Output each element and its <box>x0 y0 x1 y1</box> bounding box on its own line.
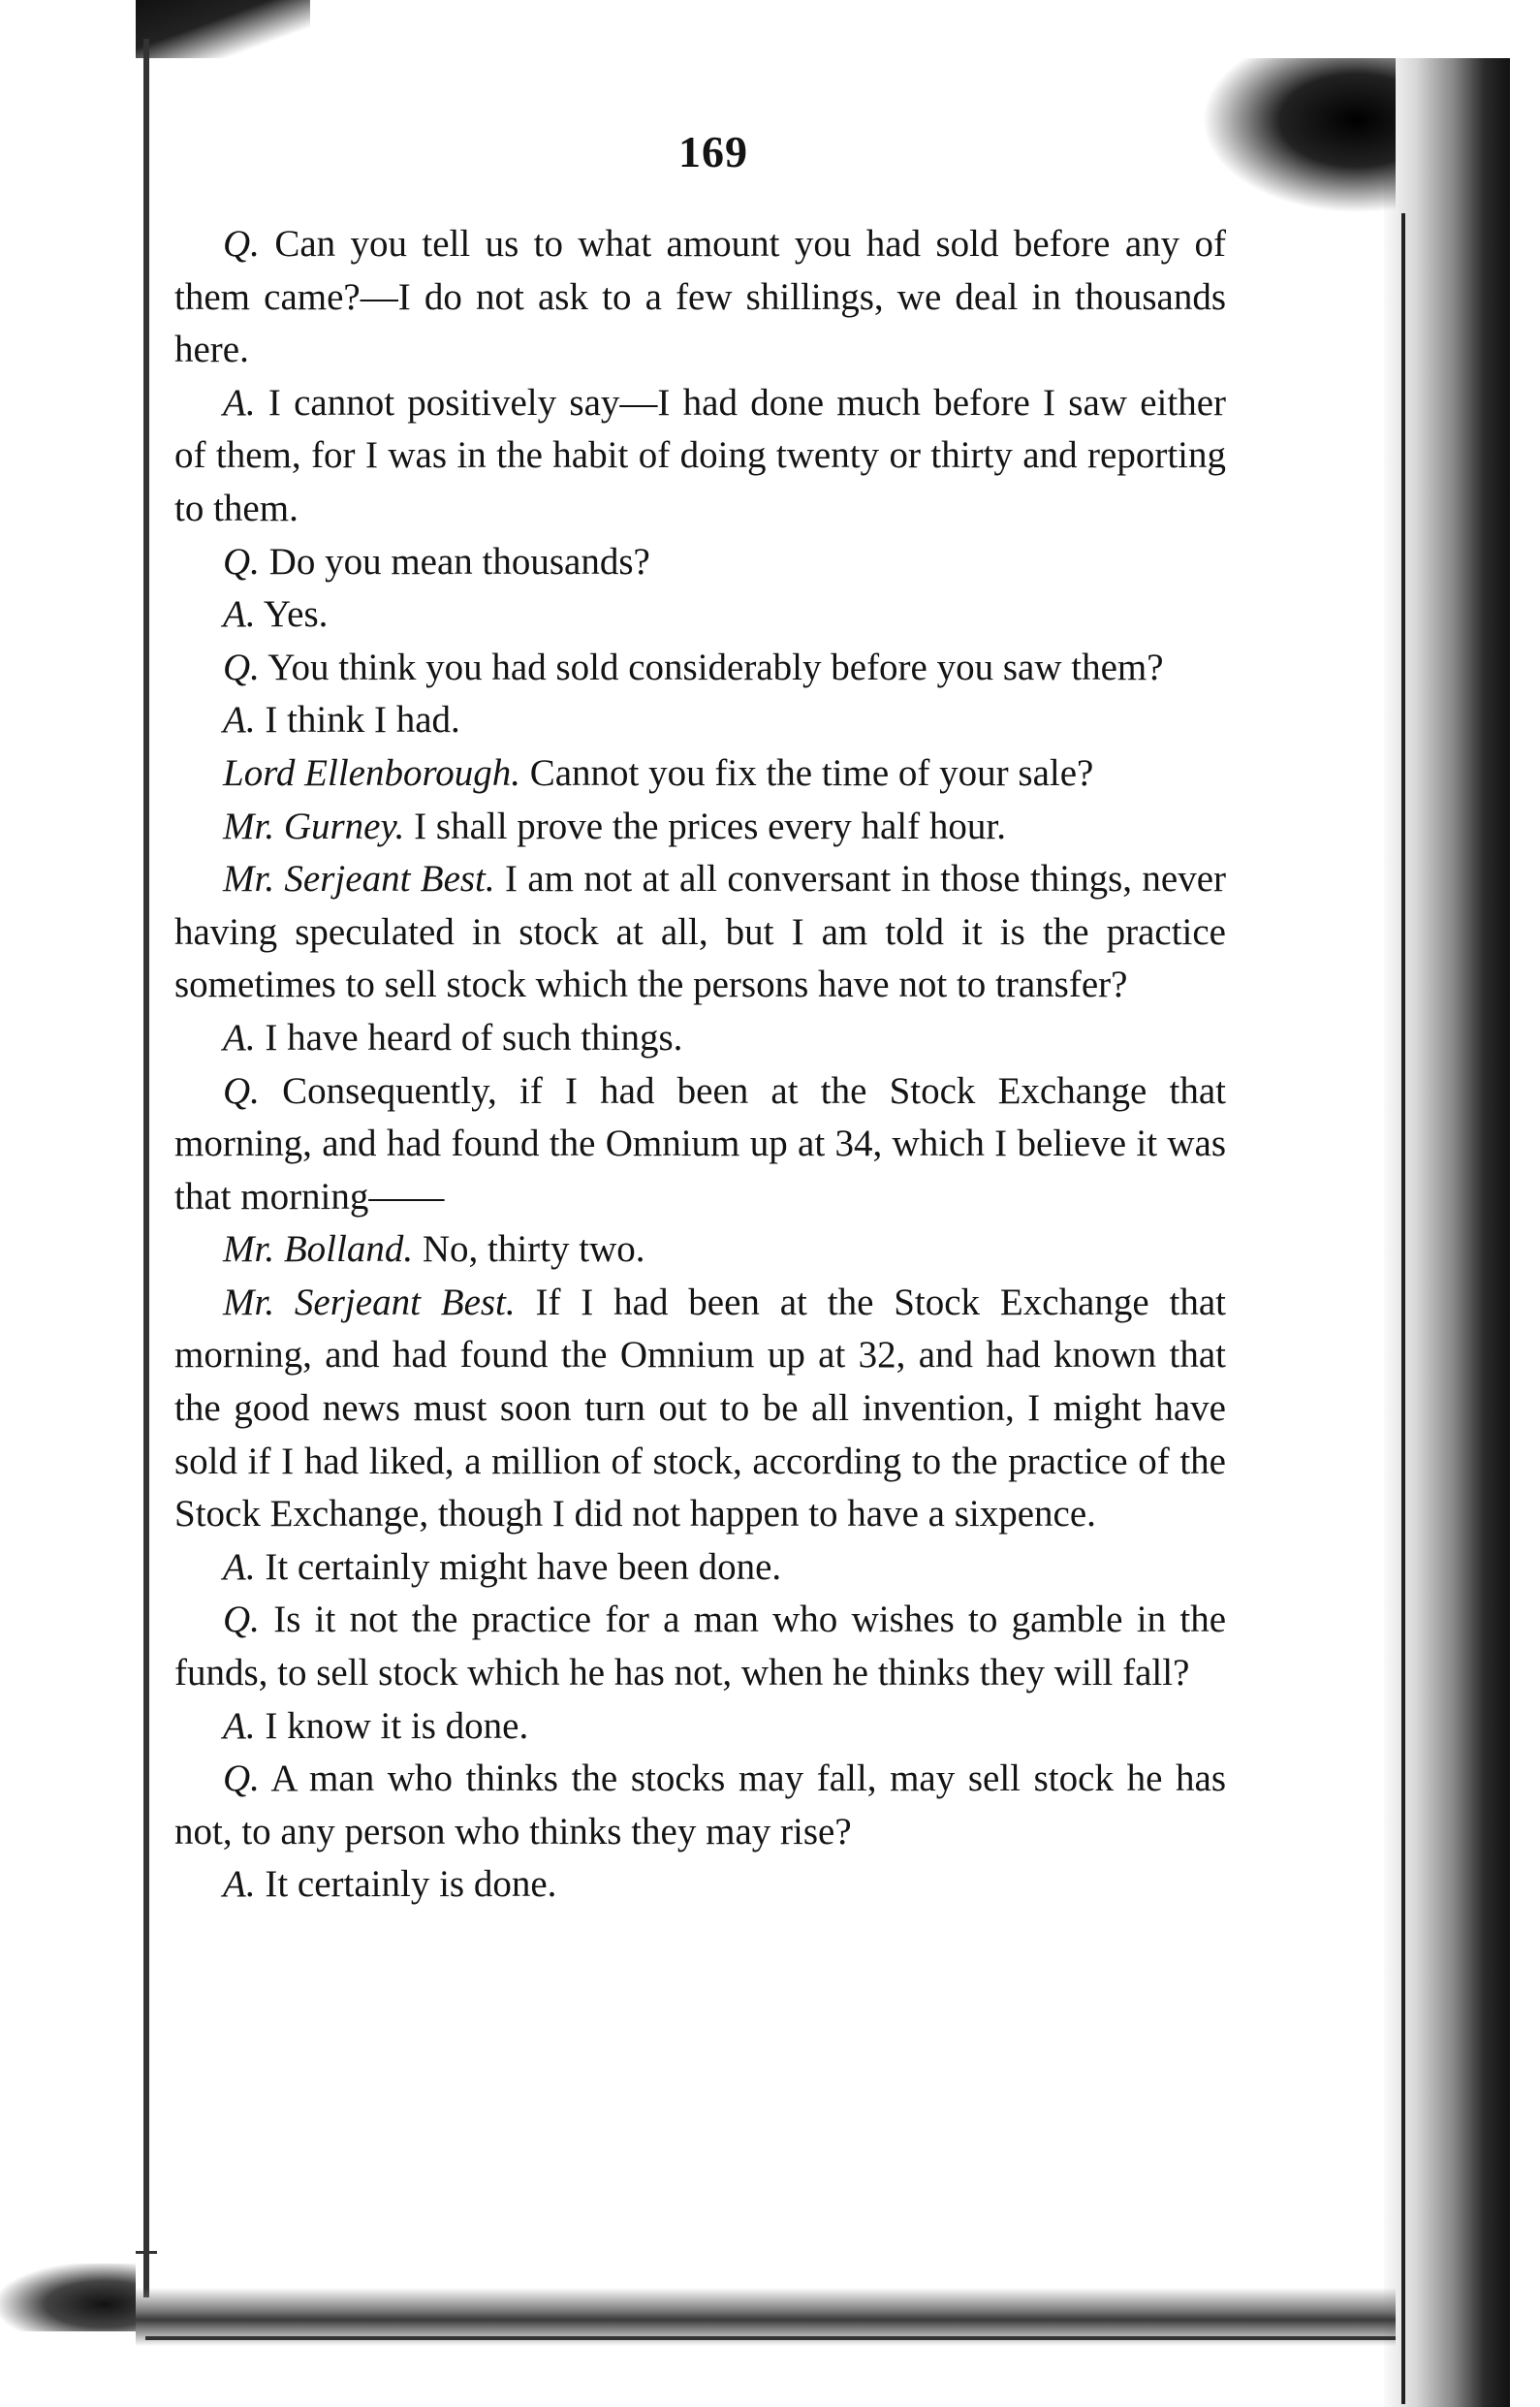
page-bottom-edge <box>145 2336 1396 2340</box>
paragraph <box>174 801 1226 854</box>
speaker-label: A. <box>223 593 256 636</box>
paragraph <box>174 1065 1226 1224</box>
paragraph-text: I know it is done. <box>265 1704 529 1747</box>
paragraph <box>174 1012 1226 1065</box>
paragraph-text: I cannot positively say—I had done much before I saw either of them, for I was in the habit of doing twenty or thirty and reporting to them. <box>174 381 1226 529</box>
paragraph-text: Is it not the practice for a man who wishes to gamble in the funds, to sell stock which he has not, when he thinks they will fall? <box>174 1599 1227 1694</box>
speaker-label: Lord Ellenborough. <box>223 751 520 794</box>
speaker-label: Mr. Bolland. <box>223 1228 414 1271</box>
paragraph-text: If I had been at the Stock Exchange that morning, and had found the Omnium up at 32, and had known that the good news must soon turn out to be all invention, I might have sold if I had liked, a million of stock, according to the practice of the Stock Exchange, though I did not happen to have a sixpence. <box>174 1281 1226 1536</box>
paragraph <box>174 1223 1226 1277</box>
page-right-edge <box>1401 213 1405 2404</box>
speaker-label: A. <box>223 1863 256 1906</box>
speaker-label: Q. <box>223 540 260 583</box>
paragraph <box>174 747 1226 801</box>
scan-shadow-top-right <box>1202 58 1396 213</box>
paragraph-text: A man who thinks the stocks may fall, may sell stock he has not, to any person who thinks they may rise? <box>174 1758 1226 1853</box>
paragraph <box>174 853 1226 1012</box>
speaker-label: A. <box>223 1016 256 1059</box>
speaker-label: Mr. Gurney. <box>223 805 405 847</box>
paragraph <box>174 1700 1226 1754</box>
paragraph-text: I shall prove the prices every half hour. <box>414 805 1006 847</box>
paragraph-text: It certainly is done. <box>265 1863 557 1906</box>
page-number: 169 <box>678 127 748 176</box>
margin-mark <box>136 2251 157 2254</box>
paragraph-text: I think I had. <box>265 699 460 742</box>
paragraph-text: Consequently, if I had been at the Stock Exchange that morning, and had found the Omnium up at 34, which I believe it was that morning—— <box>174 1069 1226 1218</box>
paragraph-text: It certainly might have been done. <box>265 1545 782 1588</box>
transcript-text <box>174 218 1226 1912</box>
paragraph-text: I have heard of such things. <box>265 1016 683 1059</box>
speaker-label: A. <box>223 1545 256 1588</box>
speaker-label: Mr. Serjeant Best. <box>223 1281 516 1323</box>
paragraph <box>174 1277 1226 1541</box>
paragraph <box>174 218 1226 377</box>
paragraph <box>174 694 1226 747</box>
paragraph-text: Yes. <box>263 593 329 636</box>
paragraph <box>174 1541 1226 1595</box>
speaker-label: Q. <box>223 646 260 688</box>
speaker-label: A. <box>223 699 256 742</box>
paragraph <box>174 377 1226 536</box>
speaker-label: Mr. Serjeant Best. <box>223 858 495 901</box>
speaker-label: A. <box>223 1704 256 1747</box>
paragraph <box>174 588 1226 642</box>
speaker-label: Q. <box>223 1758 260 1800</box>
speaker-label: Q. <box>223 223 260 265</box>
paragraph-text: You think you had sold considerably before you saw them? <box>267 646 1164 688</box>
paragraph <box>174 536 1226 589</box>
speaker-label: Q. <box>223 1069 260 1112</box>
paragraph-text: No, thirty two. <box>422 1228 645 1271</box>
paragraph <box>174 1753 1226 1858</box>
paragraph <box>174 642 1226 695</box>
paragraph-text: Do you mean thousands? <box>268 540 650 583</box>
paragraph <box>174 1594 1226 1699</box>
paragraph-text: Can you tell us to what amount you had sold before any of them came?—I do not ask to a few shillings, we deal in thousands here. <box>174 223 1226 371</box>
paragraph <box>174 1858 1226 1912</box>
paragraph-text: Cannot you fix the time of your sale? <box>529 751 1094 794</box>
paragraph-text: I am not at all conversant in those things, never having speculated in stock at all, but I am told it is the practice sometimes to sell stock which the persons have not to transfer? <box>174 858 1227 1006</box>
speaker-label: Q. <box>223 1599 260 1641</box>
scan-shadow-top-left <box>136 0 310 58</box>
page-left-edge <box>143 39 149 2297</box>
speaker-label: A. <box>223 381 256 424</box>
